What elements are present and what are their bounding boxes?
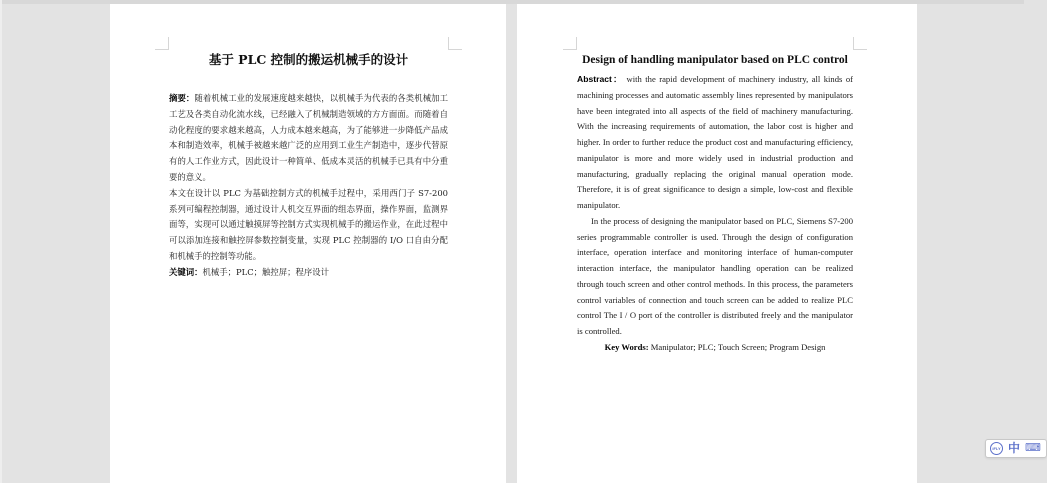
window-left-edge <box>0 0 2 483</box>
document-body-chinese <box>169 91 448 281</box>
document-body-english <box>577 72 853 356</box>
keywords-line-en[interactable] <box>577 340 853 356</box>
keywords-text-zh: 机械手；PLC；触控屏；程序设计 <box>202 266 329 277</box>
abstract-label-zh: 摘要： <box>169 93 195 103</box>
abstract-text-en: with the rapid development of machinery industry, all kinds of machining processes and automatic assembly lines represented by manipulators have been integrated into all aspects of the field of machinery manufacturing. With the increasing requirements of automation, the labor cost is higher and higher. In order to further reduce the product cost and manufacturing efficiency, manipulator is more and more widely used in industrial production and manufacturing, gradually replacing the original manual operation mode. Therefore, it is of great significance to design a simple, low-cost and flexible manipulator. <box>577 74 853 210</box>
page-title-chinese[interactable]: 基于 PLC 控制的搬运机械手的设计 <box>208 52 409 67</box>
abstract-paragraph-zh[interactable] <box>169 91 448 186</box>
ime-keyboard-icon[interactable]: ⌨ <box>1025 442 1041 454</box>
body-paragraph-zh[interactable]: 本文在设计以 PLC 为基础控制方式的机械手过程中，采用西门子 S7-200 系列可编程控制器，通过设计人机交互界面的组态界面，操作界面，监测界面等，实现可以通过触摸屏等控制方式实现机械手的搬运作业，在此过程中可以添加连接和触控屏参数控制变量，实现 PLC 控制器的 I/O 口自由分配和机械手的控制等功能。 <box>169 187 448 261</box>
margin-mark-top-right-icon <box>853 37 867 50</box>
page-title-english[interactable]: Design of handling manipulator based on PLC control <box>582 54 848 66</box>
document-page-2[interactable] <box>517 4 917 483</box>
margin-mark-top-left-icon <box>563 37 577 50</box>
ime-toolbar[interactable] <box>985 439 1047 458</box>
document-page-1[interactable] <box>110 4 506 483</box>
keywords-text-en: Manipulator; PLC; Touch Screen; Program Design <box>648 341 826 352</box>
body-paragraph-en[interactable]: In the process of designing the manipulator based on PLC, Siemens S7-200 series programmable controller is used. Through the design of configuration interface, operation interface and monitoring interface of human-computer interaction interface, the manipulator handling operation can be realized through touch screen and other control methods. In this process, the parameters control variables of connection and touch screen can be added to realize PLC control The I / O port of the controller is distributed freely and the manipulator is controlled. <box>577 215 853 336</box>
ime-logo-icon[interactable]: iFLY <box>990 442 1003 455</box>
abstract-paragraph-en[interactable] <box>577 72 853 214</box>
abstract-label-en: Abstract： <box>577 74 624 84</box>
keywords-label-en: Key Words: <box>604 341 649 352</box>
keywords-line-zh[interactable] <box>169 265 448 281</box>
margin-mark-top-right-icon <box>448 37 462 50</box>
ime-chinese-mode-indicator[interactable]: 中 <box>1008 441 1021 455</box>
abstract-text-zh: 随着机械工业的发展速度越来越快，以机械手为代表的各类机械加工工艺及各类自动化流水线，已经融入了机械制造领域的方方面面。而随着自动化程度的要求越来越高，人力成本越来越高，为了能够进一步降低产品成本和制造效率，机械手被越来越广泛的应用到工业生产制造中，逐步代替原有的人工作业方式，因此设计一种简单、低成本灵活的机械手已具有中分重要的意义。 <box>169 93 449 182</box>
keywords-label-zh: 关键词： <box>169 266 203 277</box>
margin-mark-top-left-icon <box>155 37 169 50</box>
